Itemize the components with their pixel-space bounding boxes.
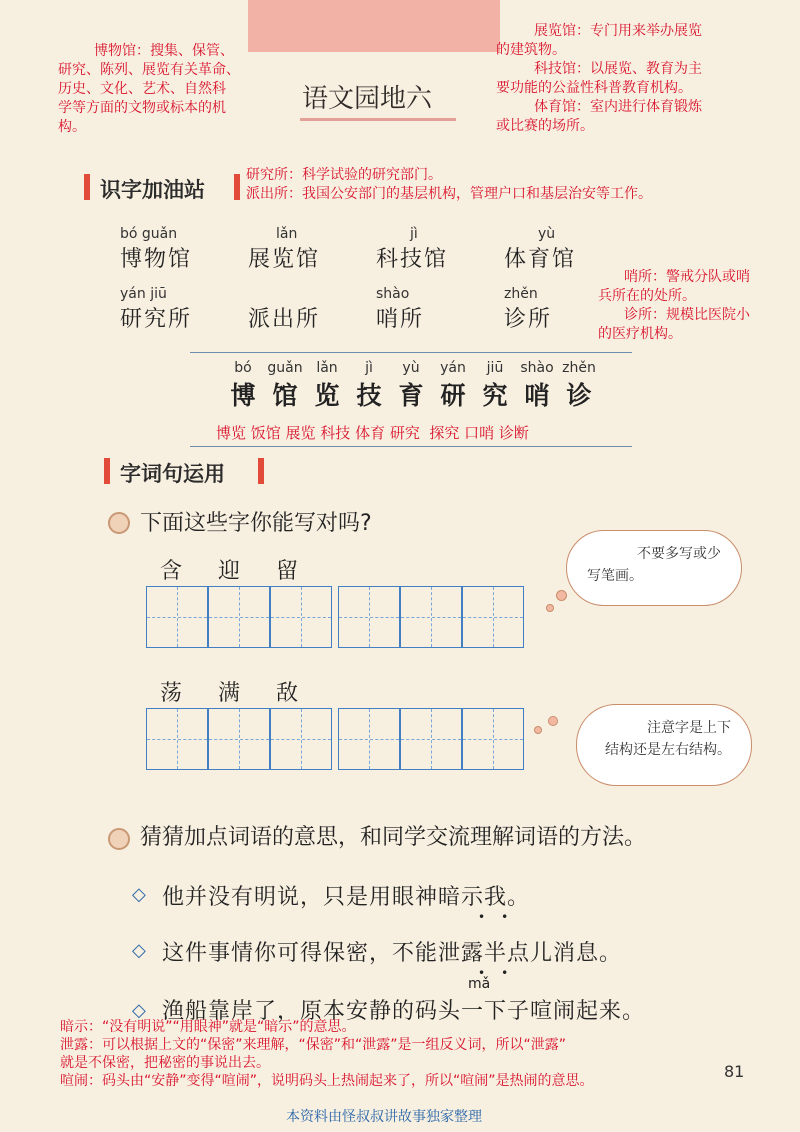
bubble-text: 结构还是左右结构。	[605, 742, 731, 758]
note-line: 兵所在的处所。	[598, 288, 696, 304]
note-line: 体育馆：室内进行体育锻炼	[534, 99, 702, 115]
practice-char: 迎	[218, 559, 243, 584]
char-pinyin: bó	[234, 360, 252, 376]
char-pinyin: guǎn	[267, 360, 303, 376]
note-line: 博物馆：搜集、保管、	[94, 43, 234, 59]
thought-dot	[556, 590, 567, 601]
word-text: 研究所	[120, 307, 193, 332]
writing-grid-2	[146, 708, 524, 770]
word-item	[376, 226, 448, 273]
note-middle	[246, 166, 786, 204]
word-pinyin	[248, 286, 320, 302]
emphasis-dots: ••	[478, 966, 525, 980]
char-item	[390, 360, 432, 412]
thought-bubble-2	[576, 704, 752, 786]
diamond-icon: ◇	[132, 1000, 146, 1021]
bubble-text: 注意字是上下	[647, 720, 731, 736]
note-line: 科技馆：以展览、教育为主	[534, 61, 702, 77]
note-line: 诊所：规模比医院小	[624, 307, 750, 323]
word-text: 博物馆	[120, 247, 193, 272]
thought-dot	[534, 726, 542, 734]
page-number: 81	[724, 1062, 745, 1081]
word-pinyin: yù	[538, 226, 556, 242]
section-marker	[104, 458, 110, 484]
char-glyph: 馆	[272, 381, 298, 410]
word-item	[376, 286, 424, 333]
word-item	[248, 226, 320, 273]
practice-char: 荡	[160, 681, 185, 706]
char-pinyin: lǎn	[316, 360, 338, 376]
note-line: 喧闹：码头由“安静”变得“喧闹”，说明码头上热闹起来了，所以“喧闹”是热闹的意思。	[60, 1073, 594, 1089]
word-item	[120, 286, 192, 333]
word-pinyin: zhěn	[504, 286, 538, 302]
writing-cell[interactable]	[146, 708, 208, 770]
sentence-2: 这件事情你可得保密，不能泄露半点儿消息。	[162, 941, 623, 966]
char-pinyin: shào	[520, 360, 554, 376]
char-glyph: 哨	[524, 381, 550, 410]
note-line: 暗示：“没有明说”“用眼神”就是“暗示”的意思。	[60, 1019, 356, 1035]
char-item	[348, 360, 390, 412]
writing-cell[interactable]	[338, 708, 400, 770]
bubble-text: 不要多写或少	[637, 546, 721, 562]
question-2: 猜猜加点词语的意思，和同学交流理解词语的方法。	[140, 825, 647, 850]
practice-char: 满	[218, 681, 243, 706]
emphasis-dots: ••	[478, 910, 525, 924]
thought-dot	[548, 716, 558, 726]
char-item	[222, 360, 264, 412]
char-item	[516, 360, 558, 412]
word-text: 哨所	[376, 307, 425, 332]
char-pinyin: yán	[440, 360, 466, 376]
char-item	[558, 360, 600, 412]
diamond-icon: ◇	[132, 940, 146, 961]
char-glyph: 究	[482, 381, 508, 410]
writing-cell[interactable]	[208, 708, 270, 770]
note-line: 哨所：警戒分队或哨	[624, 269, 750, 285]
note-bottom	[60, 1018, 790, 1090]
char-glyph: 诊	[566, 381, 592, 410]
thought-bubble-1	[566, 530, 742, 606]
word-item	[504, 286, 552, 333]
word-pinyin: lǎn	[276, 226, 298, 242]
section-marker	[258, 458, 264, 484]
section-marker	[234, 174, 240, 200]
word-pinyin: jì	[410, 226, 418, 242]
char-pinyin: yù	[402, 360, 420, 376]
char-item	[306, 360, 348, 412]
word-item	[248, 286, 320, 333]
sentence-1: 他并没有明说，只是用眼神暗示我。	[162, 885, 531, 910]
section-title-1: 识字加油站	[100, 178, 205, 202]
note-line: 的医疗机构。	[598, 326, 682, 342]
note-line: 学等方面的文物或标本的机	[58, 100, 226, 116]
note-line: 泄露：可以根据上文的“保密”来理解，“保密”和“泄露”是一组反义词，所以“泄露”	[60, 1037, 567, 1053]
writing-cell[interactable]	[400, 586, 462, 648]
note-top-right	[496, 22, 786, 136]
char-pinyin: jì	[365, 360, 373, 376]
section-title-2: 字词句运用	[120, 462, 225, 486]
sentence-3-pinyin: mǎ	[468, 976, 491, 992]
divider	[190, 352, 632, 353]
word-pinyin: shào	[376, 286, 410, 302]
char-row	[222, 360, 600, 412]
sentence-3: 渔船靠岸了，原本安静的码头一下子喧闹起来。	[162, 999, 646, 1024]
note-line: 或比赛的场所。	[496, 118, 594, 134]
char-item	[432, 360, 474, 412]
word-text: 诊所	[504, 307, 553, 332]
writing-cell[interactable]	[462, 586, 524, 648]
practice-chars-2	[160, 676, 300, 707]
char-glyph: 研	[440, 381, 466, 410]
section-marker	[84, 174, 90, 200]
char-glyph: 览	[314, 381, 340, 410]
practice-char: 留	[276, 559, 301, 584]
word-pinyin: bó guǎn	[120, 226, 178, 242]
practice-chars-1	[160, 554, 300, 585]
writing-cell[interactable]	[462, 708, 524, 770]
question-1: 下面这些字你能写对吗?	[140, 511, 372, 536]
note-top-left	[58, 42, 298, 137]
writing-cell[interactable]	[338, 586, 400, 648]
word-text: 展览馆	[248, 247, 321, 272]
title-underline	[300, 118, 456, 121]
practice-char: 敌	[276, 681, 301, 706]
word-pinyin: yán jiū	[120, 286, 167, 302]
page-title: 语文园地六	[302, 84, 433, 114]
writing-cell[interactable]	[270, 586, 332, 648]
divider	[190, 446, 632, 447]
writing-grid-1	[146, 586, 524, 648]
diamond-icon: ◇	[132, 884, 146, 905]
note-line: 研究、陈列、展览有关革命、	[58, 62, 240, 78]
word-text: 体育馆	[504, 247, 577, 272]
practice-char: 含	[160, 559, 185, 584]
note-line: 展览馆：专门用来举办展览	[534, 23, 702, 39]
question-icon	[108, 512, 130, 534]
note-line: 的建筑物。	[496, 42, 566, 58]
writing-cell[interactable]	[400, 708, 462, 770]
writing-cell[interactable]	[146, 586, 208, 648]
bubble-text: 写笔画。	[587, 568, 643, 584]
question-icon	[108, 828, 130, 850]
writing-cell[interactable]	[208, 586, 270, 648]
phrase-list: 博览 饭馆 展览 科技 体育 研究 探究 口哨 诊断	[216, 424, 529, 442]
char-pinyin: zhěn	[562, 360, 596, 376]
note-right	[598, 268, 788, 344]
note-line: 就是不保密，把秘密的事说出去。	[60, 1055, 270, 1071]
word-item	[120, 226, 192, 273]
word-item	[504, 226, 576, 273]
writing-cell[interactable]	[270, 708, 332, 770]
char-item	[474, 360, 516, 412]
word-text: 科技馆	[376, 247, 449, 272]
char-glyph: 育	[398, 381, 424, 410]
note-line: 研究所：科学试验的研究部门。	[246, 167, 442, 183]
word-text: 派出所	[248, 307, 321, 332]
footer-text: 本资料由怪叔叔讲故事独家整理	[286, 1109, 482, 1125]
thought-dot	[546, 604, 554, 612]
char-item	[264, 360, 306, 412]
note-line: 历史、文化、艺术、自然科	[58, 81, 226, 97]
note-line: 派出所：我国公安部门的基层机构，管理户口和基层治安等工作。	[246, 186, 652, 202]
char-glyph: 博	[230, 381, 256, 410]
note-line: 要功能的公益性科普教育机构。	[496, 80, 692, 96]
char-pinyin: jiū	[486, 360, 504, 376]
note-line: 构。	[58, 119, 86, 135]
char-glyph: 技	[356, 381, 382, 410]
